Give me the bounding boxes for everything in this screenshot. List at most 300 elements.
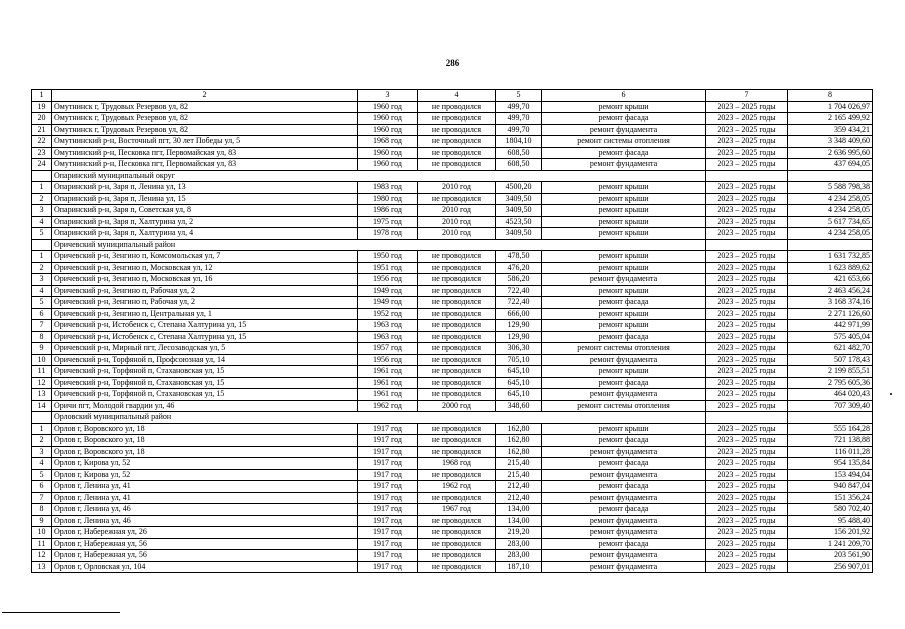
repair-type-cell: ремонт фасада bbox=[542, 377, 706, 389]
repair-type-cell: ремонт крыши bbox=[542, 205, 706, 217]
table-row bbox=[32, 423, 873, 435]
table-row bbox=[32, 377, 873, 389]
table-row bbox=[32, 205, 873, 217]
last-repair-year-cell: не проводился bbox=[418, 389, 496, 401]
cost-cell: 464 020,43 bbox=[788, 389, 873, 401]
repair-type-cell: ремонт крыши bbox=[542, 423, 706, 435]
cost-cell: 116 011,28 bbox=[788, 446, 873, 458]
row-number-cell: 1 bbox=[32, 423, 52, 435]
build-year-cell: 1950 год bbox=[358, 251, 418, 263]
row-number-cell: 3 bbox=[32, 446, 52, 458]
period-cell: 2023 – 2025 годы bbox=[706, 504, 788, 516]
address-cell: Опаринский р-н, Заря п, Ленина ул, 15 bbox=[52, 193, 358, 205]
period-cell: 2023 – 2025 годы bbox=[706, 147, 788, 159]
address-cell: Оричевский р-н, Торфяной п, Профсоюзная ул, 14 bbox=[52, 354, 358, 366]
period-cell: 2023 – 2025 годы bbox=[706, 377, 788, 389]
table-row bbox=[32, 159, 873, 171]
last-repair-year-cell: не проводился bbox=[418, 527, 496, 539]
table-row bbox=[32, 320, 873, 332]
last-repair-year-cell: 1962 год bbox=[418, 481, 496, 493]
period-cell: 2023 – 2025 годы bbox=[706, 435, 788, 447]
address-cell: Орлов г, Воровского ул, 18 bbox=[52, 435, 358, 447]
address-cell: Опаринский р-н, Заря п, Ленина ул, 13 bbox=[52, 182, 358, 194]
address-cell: Орлов г, Кирова ул, 52 bbox=[52, 469, 358, 481]
empty-cell bbox=[706, 412, 788, 424]
area-cell: 4500,20 bbox=[496, 182, 542, 194]
build-year-cell: 1963 год bbox=[358, 331, 418, 343]
area-cell: 212,40 bbox=[496, 481, 542, 493]
table-row bbox=[32, 343, 873, 355]
build-year-cell: 1961 год bbox=[358, 366, 418, 378]
build-year-cell: 1960 год bbox=[358, 147, 418, 159]
repair-type-cell: ремонт системы отопления bbox=[542, 343, 706, 355]
row-number-cell: 24 bbox=[32, 159, 52, 171]
cost-cell: 2 199 855,51 bbox=[788, 366, 873, 378]
build-year-cell: 1917 год bbox=[358, 550, 418, 562]
table-row bbox=[32, 400, 873, 412]
period-cell: 2023 – 2025 годы bbox=[706, 515, 788, 527]
last-repair-year-cell: не проводился bbox=[418, 331, 496, 343]
row-number-cell: 14 bbox=[32, 400, 52, 412]
area-cell: 3409,50 bbox=[496, 228, 542, 240]
header-row bbox=[32, 90, 873, 102]
row-number-cell: 4 bbox=[32, 458, 52, 470]
row-number-cell: 3 bbox=[32, 205, 52, 217]
cost-cell: 156 201,92 bbox=[788, 527, 873, 539]
row-number-cell: 12 bbox=[32, 550, 52, 562]
row-number-cell: 3 bbox=[32, 274, 52, 286]
header-cell: 1 bbox=[32, 90, 52, 102]
address-cell: Орлов г, Кирова ул, 52 bbox=[52, 458, 358, 470]
build-year-cell: 1917 год bbox=[358, 469, 418, 481]
address-cell: Орлов г, Ленина ул, 46 bbox=[52, 515, 358, 527]
build-year-cell: 1917 год bbox=[358, 515, 418, 527]
address-cell: Оричи пгт, Молодой гвардии ул, 46 bbox=[52, 400, 358, 412]
row-number-cell: 11 bbox=[32, 538, 52, 550]
footnote-separator-line bbox=[2, 612, 120, 613]
repair-type-cell: ремонт крыши bbox=[542, 308, 706, 320]
cost-cell: 5 617 734,65 bbox=[788, 216, 873, 228]
area-cell: 348,60 bbox=[496, 400, 542, 412]
repair-type-cell: ремонт крыши bbox=[542, 228, 706, 240]
last-repair-year-cell: не проводился bbox=[418, 136, 496, 148]
row-number-cell: 10 bbox=[32, 527, 52, 539]
last-repair-year-cell: не проводился bbox=[418, 561, 496, 573]
address-cell: Орлов г, Набережная ул, 56 bbox=[52, 538, 358, 550]
section-num-cell bbox=[32, 170, 52, 182]
last-repair-year-cell: не проводился bbox=[418, 251, 496, 263]
row-number-cell: 5 bbox=[32, 469, 52, 481]
cost-cell: 4 234 258,05 bbox=[788, 205, 873, 217]
cost-cell: 621 482,70 bbox=[788, 343, 873, 355]
address-cell: Омутнинский р-н, Песковка пгт, Первомайская ул, 83 bbox=[52, 159, 358, 171]
address-cell: Орлов г, Ленина ул, 46 bbox=[52, 504, 358, 516]
build-year-cell: 1960 год bbox=[358, 124, 418, 136]
last-repair-year-cell: не проводился bbox=[418, 492, 496, 504]
header-cell: 7 bbox=[706, 90, 788, 102]
table-row bbox=[32, 331, 873, 343]
area-cell: 4523,50 bbox=[496, 216, 542, 228]
cost-cell: 1 241 209,70 bbox=[788, 538, 873, 550]
area-cell: 162,80 bbox=[496, 435, 542, 447]
area-cell: 134,00 bbox=[496, 504, 542, 516]
address-cell: Орлов г, Воровского ул, 18 bbox=[52, 446, 358, 458]
repair-type-cell: ремонт крыши bbox=[542, 320, 706, 332]
period-cell: 2023 – 2025 годы bbox=[706, 389, 788, 401]
table-row bbox=[32, 515, 873, 527]
header-cell: 3 bbox=[358, 90, 418, 102]
table-row bbox=[32, 481, 873, 493]
repair-type-cell: ремонт фундамента bbox=[542, 492, 706, 504]
area-cell: 283,00 bbox=[496, 550, 542, 562]
period-cell: 2023 – 2025 годы bbox=[706, 297, 788, 309]
area-cell: 134,00 bbox=[496, 515, 542, 527]
period-cell: 2023 – 2025 годы bbox=[706, 320, 788, 332]
row-number-cell: 7 bbox=[32, 492, 52, 504]
address-cell: Оричевский р-н, Торфяной п, Стахановская ул, 15 bbox=[52, 366, 358, 378]
row-number-cell: 5 bbox=[32, 297, 52, 309]
address-cell: Орлов г, Набережная ул, 26 bbox=[52, 527, 358, 539]
row-number-cell: 23 bbox=[32, 147, 52, 159]
row-number-cell: 7 bbox=[32, 320, 52, 332]
table-row bbox=[32, 274, 873, 286]
cost-cell: 5 588 798,38 bbox=[788, 182, 873, 194]
area-cell: 3409,50 bbox=[496, 205, 542, 217]
section-num-cell bbox=[32, 239, 52, 251]
period-cell: 2023 – 2025 годы bbox=[706, 481, 788, 493]
repair-type-cell: ремонт фундамента bbox=[542, 550, 706, 562]
period-cell: 2023 – 2025 годы bbox=[706, 550, 788, 562]
build-year-cell: 1960 год bbox=[358, 113, 418, 125]
table-row bbox=[32, 435, 873, 447]
build-year-cell: 1968 год bbox=[358, 136, 418, 148]
section-row bbox=[32, 170, 873, 182]
cost-cell: 2 271 126,60 bbox=[788, 308, 873, 320]
last-repair-year-cell: 1968 год bbox=[418, 458, 496, 470]
last-repair-year-cell: не проводился bbox=[418, 377, 496, 389]
page-number: 286 bbox=[445, 58, 460, 68]
area-cell: 1804,10 bbox=[496, 136, 542, 148]
last-repair-year-cell: не проводился bbox=[418, 423, 496, 435]
area-cell: 129,90 bbox=[496, 331, 542, 343]
last-repair-year-cell: не проводился bbox=[418, 469, 496, 481]
table-row bbox=[32, 550, 873, 562]
area-cell: 476,20 bbox=[496, 262, 542, 274]
cost-cell: 3 168 374,16 bbox=[788, 297, 873, 309]
address-cell: Орлов г, Набережная ул, 56 bbox=[52, 550, 358, 562]
build-year-cell: 1917 год bbox=[358, 458, 418, 470]
repair-type-cell: ремонт фасада bbox=[542, 331, 706, 343]
last-repair-year-cell: не проводился bbox=[418, 308, 496, 320]
cost-cell: 575 405,04 bbox=[788, 331, 873, 343]
area-cell: 608,50 bbox=[496, 159, 542, 171]
table-row bbox=[32, 297, 873, 309]
period-cell: 2023 – 2025 годы bbox=[706, 469, 788, 481]
period-cell: 2023 – 2025 годы bbox=[706, 308, 788, 320]
area-cell: 645,10 bbox=[496, 389, 542, 401]
area-cell: 3409,50 bbox=[496, 193, 542, 205]
last-repair-year-cell: не проводился bbox=[418, 147, 496, 159]
capital-repair-table bbox=[31, 89, 873, 573]
row-number-cell: 8 bbox=[32, 331, 52, 343]
header-cell: 4 bbox=[418, 90, 496, 102]
period-cell: 2023 – 2025 годы bbox=[706, 538, 788, 550]
last-repair-year-cell: не проводился bbox=[418, 262, 496, 274]
repair-type-cell: ремонт крыши bbox=[542, 216, 706, 228]
address-cell: Омутнинск г, Трудовых Резервов ул, 82 bbox=[52, 101, 358, 113]
period-cell: 2023 – 2025 годы bbox=[706, 124, 788, 136]
address-cell: Оричевский р-н, Зенгино п, Рабочая ул, 2 bbox=[52, 285, 358, 297]
area-cell: 499,70 bbox=[496, 124, 542, 136]
table-row bbox=[32, 458, 873, 470]
repair-type-cell: ремонт фундамента bbox=[542, 561, 706, 573]
period-cell: 2023 – 2025 годы bbox=[706, 228, 788, 240]
repair-type-cell: ремонт фасада bbox=[542, 297, 706, 309]
build-year-cell: 1956 год bbox=[358, 274, 418, 286]
section-row bbox=[32, 412, 873, 424]
build-year-cell: 1917 год bbox=[358, 504, 418, 516]
last-repair-year-cell: не проводился bbox=[418, 285, 496, 297]
table-row bbox=[32, 285, 873, 297]
repair-type-cell: ремонт крыши bbox=[542, 366, 706, 378]
address-cell: Оричевский р-н, Зенгино п, Московская ул, 12 bbox=[52, 262, 358, 274]
table-row bbox=[32, 113, 873, 125]
section-title: Оричевский муниципальный район bbox=[52, 239, 706, 251]
last-repair-year-cell: не проводился bbox=[418, 366, 496, 378]
table-row bbox=[32, 538, 873, 550]
row-number-cell: 13 bbox=[32, 389, 52, 401]
area-cell: 499,70 bbox=[496, 101, 542, 113]
header-cell: 6 bbox=[542, 90, 706, 102]
period-cell: 2023 – 2025 годы bbox=[706, 193, 788, 205]
repair-type-cell: ремонт крыши bbox=[542, 251, 706, 263]
row-number-cell: 20 bbox=[32, 113, 52, 125]
last-repair-year-cell: не проводился bbox=[418, 550, 496, 562]
cost-cell: 1 623 889,62 bbox=[788, 262, 873, 274]
repair-type-cell: ремонт фундамента bbox=[542, 159, 706, 171]
cost-cell: 721 138,88 bbox=[788, 435, 873, 447]
period-cell: 2023 – 2025 годы bbox=[706, 458, 788, 470]
row-number-cell: 4 bbox=[32, 285, 52, 297]
table-row bbox=[32, 147, 873, 159]
period-cell: 2023 – 2025 годы bbox=[706, 251, 788, 263]
address-cell: Оричевский р-н, Зенгино п, Рабочая ул, 2 bbox=[52, 297, 358, 309]
area-cell: 212,40 bbox=[496, 492, 542, 504]
header-cell: 8 bbox=[788, 90, 873, 102]
repair-type-cell: ремонт фасада bbox=[542, 113, 706, 125]
repair-type-cell: ремонт фундамента bbox=[542, 527, 706, 539]
build-year-cell: 1960 год bbox=[358, 159, 418, 171]
area-cell: 666,00 bbox=[496, 308, 542, 320]
period-cell: 2023 – 2025 годы bbox=[706, 101, 788, 113]
row-number-cell: 10 bbox=[32, 354, 52, 366]
address-cell: Омутнинск г, Трудовых Резервов ул, 82 bbox=[52, 113, 358, 125]
cost-cell: 421 653,66 bbox=[788, 274, 873, 286]
cost-cell: 1 631 732,85 bbox=[788, 251, 873, 263]
table-row bbox=[32, 136, 873, 148]
table-row bbox=[32, 389, 873, 401]
period-cell: 2023 – 2025 годы bbox=[706, 331, 788, 343]
address-cell: Омутнинский р-н, Восточный пгт, 30 лет Победы ул, 5 bbox=[52, 136, 358, 148]
last-repair-year-cell: 2010 год bbox=[418, 205, 496, 217]
address-cell: Опаринский р-н, Заря п, Халтурина ул, 2 bbox=[52, 216, 358, 228]
repair-type-cell: ремонт фасада bbox=[542, 147, 706, 159]
last-repair-year-cell: не проводился bbox=[418, 320, 496, 332]
period-cell: 2023 – 2025 годы bbox=[706, 274, 788, 286]
build-year-cell: 1917 год bbox=[358, 435, 418, 447]
period-cell: 2023 – 2025 годы bbox=[706, 423, 788, 435]
build-year-cell: 1962 год bbox=[358, 400, 418, 412]
address-cell: Опаринский р-н, Заря п, Халтурина ул, 4 bbox=[52, 228, 358, 240]
build-year-cell: 1917 год bbox=[358, 538, 418, 550]
build-year-cell: 1956 год bbox=[358, 354, 418, 366]
last-repair-year-cell: не проводился bbox=[418, 101, 496, 113]
table-row bbox=[32, 492, 873, 504]
period-cell: 2023 – 2025 годы bbox=[706, 216, 788, 228]
period-cell: 2023 – 2025 годы bbox=[706, 343, 788, 355]
address-cell: Оричевский р-н, Истобенск с, Степана Халтурина ул, 15 bbox=[52, 320, 358, 332]
empty-cell bbox=[788, 170, 873, 182]
cost-cell: 2 165 499,92 bbox=[788, 113, 873, 125]
cost-cell: 4 234 258,05 bbox=[788, 193, 873, 205]
area-cell: 608,50 bbox=[496, 147, 542, 159]
period-cell: 2023 – 2025 годы bbox=[706, 354, 788, 366]
last-repair-year-cell: не проводился bbox=[418, 297, 496, 309]
period-cell: 2023 – 2025 годы bbox=[706, 561, 788, 573]
cost-cell: 437 694,05 bbox=[788, 159, 873, 171]
table-row bbox=[32, 366, 873, 378]
table-row bbox=[32, 216, 873, 228]
row-number-cell: 9 bbox=[32, 343, 52, 355]
cost-cell: 580 702,40 bbox=[788, 504, 873, 516]
build-year-cell: 1975 год bbox=[358, 216, 418, 228]
last-repair-year-cell: не проводился bbox=[418, 446, 496, 458]
address-cell: Омутнинск г, Трудовых Резервов ул, 82 bbox=[52, 124, 358, 136]
build-year-cell: 1951 год bbox=[358, 262, 418, 274]
repair-type-cell: ремонт фасада bbox=[542, 458, 706, 470]
period-cell: 2023 – 2025 годы bbox=[706, 159, 788, 171]
repair-type-cell: ремонт фундамента bbox=[542, 469, 706, 481]
cost-cell: 151 356,24 bbox=[788, 492, 873, 504]
last-repair-year-cell: не проводился bbox=[418, 538, 496, 550]
build-year-cell: 1917 год bbox=[358, 561, 418, 573]
area-cell: 162,80 bbox=[496, 423, 542, 435]
cost-cell: 940 847,04 bbox=[788, 481, 873, 493]
cost-cell: 359 434,21 bbox=[788, 124, 873, 136]
address-cell: Омутнинский р-н, Песковка пгт, Первомайская ул, 83 bbox=[52, 147, 358, 159]
address-cell: Оричевский р-н, Зенгино п, Центральная ул, 1 bbox=[52, 308, 358, 320]
build-year-cell: 1961 год bbox=[358, 377, 418, 389]
cost-cell: 4 234 258,05 bbox=[788, 228, 873, 240]
period-cell: 2023 – 2025 годы bbox=[706, 285, 788, 297]
period-cell: 2023 – 2025 годы bbox=[706, 182, 788, 194]
last-repair-year-cell: 1967 год bbox=[418, 504, 496, 516]
table-row bbox=[32, 182, 873, 194]
address-cell: Орлов г, Ленина ул, 41 bbox=[52, 481, 358, 493]
section-title: Опаринский муниципальный округ bbox=[52, 170, 706, 182]
address-cell: Оричевский р-н, Истобенск с, Степана Халтурина ул, 15 bbox=[52, 331, 358, 343]
header-cell: 2 bbox=[52, 90, 358, 102]
table-row bbox=[32, 193, 873, 205]
repair-type-cell: ремонт фасада bbox=[542, 538, 706, 550]
cost-cell: 2 636 995,60 bbox=[788, 147, 873, 159]
area-cell: 187,10 bbox=[496, 561, 542, 573]
repair-type-cell: ремонт фундамента bbox=[542, 389, 706, 401]
row-number-cell: 6 bbox=[32, 481, 52, 493]
cost-cell: 2 795 605,36 bbox=[788, 377, 873, 389]
repair-type-cell: ремонт крыши bbox=[542, 182, 706, 194]
period-cell: 2023 – 2025 годы bbox=[706, 136, 788, 148]
period-cell: 2023 – 2025 годы bbox=[706, 205, 788, 217]
build-year-cell: 1917 год bbox=[358, 446, 418, 458]
cost-cell: 555 164,28 bbox=[788, 423, 873, 435]
cost-cell: 707 309,40 bbox=[788, 400, 873, 412]
area-cell: 722,40 bbox=[496, 285, 542, 297]
repair-type-cell: ремонт крыши bbox=[542, 101, 706, 113]
table-row bbox=[32, 308, 873, 320]
period-cell: 2023 – 2025 годы bbox=[706, 527, 788, 539]
build-year-cell: 1963 год bbox=[358, 320, 418, 332]
period-cell: 2023 – 2025 годы bbox=[706, 113, 788, 125]
build-year-cell: 1917 год bbox=[358, 527, 418, 539]
repair-type-cell: ремонт крыши bbox=[542, 193, 706, 205]
row-number-cell: 4 bbox=[32, 216, 52, 228]
empty-cell bbox=[788, 239, 873, 251]
address-cell: Оричевский р-н, Зенгино п, Комсомольская ул, 7 bbox=[52, 251, 358, 263]
table-row bbox=[32, 262, 873, 274]
table-row bbox=[32, 504, 873, 516]
cost-cell: 507 178,43 bbox=[788, 354, 873, 366]
address-cell: Орлов г, Ленина ул, 41 bbox=[52, 492, 358, 504]
address-cell: Оричевский р-н, Мирный пгт, Лесозаводская ул, 5 bbox=[52, 343, 358, 355]
table-row bbox=[32, 446, 873, 458]
build-year-cell: 1949 год bbox=[358, 285, 418, 297]
last-repair-year-cell: 2000 год bbox=[418, 400, 496, 412]
build-year-cell: 1957 год bbox=[358, 343, 418, 355]
period-cell: 2023 – 2025 годы bbox=[706, 366, 788, 378]
repair-type-cell: ремонт фундамента bbox=[542, 446, 706, 458]
build-year-cell: 1960 год bbox=[358, 101, 418, 113]
area-cell: 478,50 bbox=[496, 251, 542, 263]
repair-type-cell: ремонт фундамента bbox=[542, 274, 706, 286]
area-cell: 283,00 bbox=[496, 538, 542, 550]
last-repair-year-cell: не проводился bbox=[418, 193, 496, 205]
section-num-cell bbox=[32, 412, 52, 424]
cost-cell: 2 463 456,24 bbox=[788, 285, 873, 297]
row-number-cell: 12 bbox=[32, 377, 52, 389]
build-year-cell: 1917 год bbox=[358, 423, 418, 435]
table-row bbox=[32, 469, 873, 481]
empty-cell bbox=[706, 170, 788, 182]
table-row bbox=[32, 101, 873, 113]
period-cell: 2023 – 2025 годы bbox=[706, 446, 788, 458]
area-cell: 645,10 bbox=[496, 366, 542, 378]
row-number-cell: 22 bbox=[32, 136, 52, 148]
area-cell: 645,10 bbox=[496, 377, 542, 389]
section-row bbox=[32, 239, 873, 251]
cost-cell: 3 348 409,60 bbox=[788, 136, 873, 148]
repair-type-cell: ремонт фасада bbox=[542, 435, 706, 447]
row-number-cell: 1 bbox=[32, 251, 52, 263]
area-cell: 162,80 bbox=[496, 446, 542, 458]
row-number-cell: 1 bbox=[32, 182, 52, 194]
cost-cell: 442 971,99 bbox=[788, 320, 873, 332]
row-number-cell: 11 bbox=[32, 366, 52, 378]
area-cell: 722,40 bbox=[496, 297, 542, 309]
row-number-cell: 2 bbox=[32, 193, 52, 205]
build-year-cell: 1980 год bbox=[358, 193, 418, 205]
empty-cell bbox=[788, 412, 873, 424]
